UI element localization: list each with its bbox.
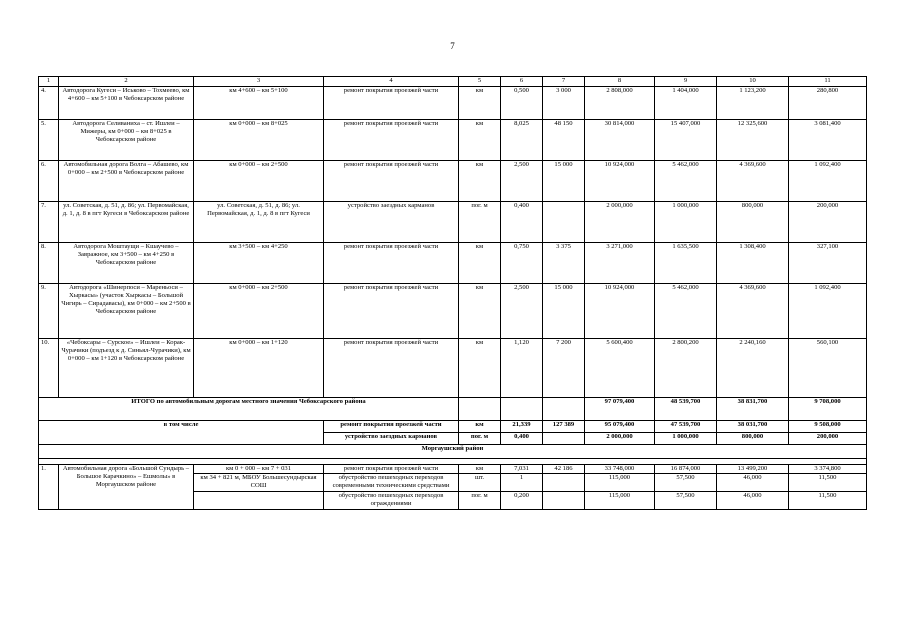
table-cell: 3 375 (543, 243, 585, 284)
table-cell: 2,500 (501, 161, 543, 202)
table-cell (543, 474, 585, 492)
table-cell: 1 (501, 474, 543, 492)
table-cell: 57,500 (655, 492, 717, 510)
table-cell: Автомобильная дорога Волга – Абашево, км 0+000 – км 2+500 в Чебоксарском районе (59, 161, 194, 202)
table-cell: ремонт покрытия проезжей части (324, 339, 459, 398)
table-cell: 15 407,000 (655, 120, 717, 161)
column-header: 3 (194, 77, 324, 87)
table-row (39, 202, 867, 243)
table-cell: 2 240,160 (717, 339, 789, 398)
table-cell: км 0+000 – км 2+500 (194, 161, 324, 202)
table-cell: 8. (39, 243, 59, 284)
table-cell: км 0 + 000 – км 7 + 031 (194, 465, 324, 474)
table-cell: 5 600,400 (585, 339, 655, 398)
table-cell: 21,339 (501, 421, 543, 433)
table-cell (543, 202, 585, 243)
column-header: 1 (39, 77, 59, 87)
table-cell: 800,000 (717, 433, 789, 445)
table-cell: ремонт покрытия проезжей части (324, 87, 459, 120)
table-cell: 0,400 (501, 433, 543, 445)
column-header: 9 (655, 77, 717, 87)
subtotal-label: в том числе (39, 421, 324, 445)
table-cell: обустройство пешеходных переходов современными техническими средствами (324, 474, 459, 492)
table-cell: 7. (39, 202, 59, 243)
table-row (39, 120, 867, 161)
table-cell: км (459, 339, 501, 398)
table-cell: км 0+000 – км 1+120 (194, 339, 324, 398)
section-header-row (39, 445, 867, 459)
table-cell (543, 433, 585, 445)
table-cell: 6. (39, 161, 59, 202)
table-cell: 30 814,000 (585, 120, 655, 161)
table-cell: 10. (39, 339, 59, 398)
table-cell (543, 398, 585, 421)
table-cell: 46,000 (717, 474, 789, 492)
table-cell: 2 000,000 (585, 202, 655, 243)
column-header: 2 (59, 77, 194, 87)
table-cell: 3 271,000 (585, 243, 655, 284)
table-cell: 9 708,000 (789, 398, 867, 421)
table-cell: 97 079,400 (585, 398, 655, 421)
table-cell: 16 874,000 (655, 465, 717, 474)
table-cell: 200,000 (789, 433, 867, 445)
table-cell: 4. (39, 87, 59, 120)
table-cell: Автодорога Кугеси – Иськово – Тохмеево, км 4+600 – км 5+100 в Чебоксарском районе (59, 87, 194, 120)
table-cell: 5 462,000 (655, 284, 717, 339)
table-cell: 2 808,000 (585, 87, 655, 120)
table-cell: км 0+000 – км 2+500 (194, 284, 324, 339)
table-cell: 1 092,400 (789, 284, 867, 339)
road-repair-table (38, 76, 867, 510)
table-header-row (39, 77, 867, 87)
table-cell: 560,100 (789, 339, 867, 398)
table-cell: 38 031,700 (717, 421, 789, 433)
table-cell: 127 389 (543, 421, 585, 433)
table-cell: 0,750 (501, 243, 543, 284)
table-cell: шт. (459, 474, 501, 492)
table-cell: ремонт покрытия проезжей части (324, 243, 459, 284)
table-cell: пог. м (459, 492, 501, 510)
table-cell: 38 831,700 (717, 398, 789, 421)
table-cell: устройство заездных карманов (324, 433, 459, 445)
table-cell: 0,400 (501, 202, 543, 243)
table-cell: 2 000,000 (585, 433, 655, 445)
table-cell: 280,800 (789, 87, 867, 120)
table-cell: 10 924,000 (585, 161, 655, 202)
table-row (39, 465, 867, 474)
subtotal-row (39, 421, 867, 433)
table-cell: 4 369,600 (717, 161, 789, 202)
table-cell: пог. м (459, 433, 501, 445)
table-cell: км 4+600 – км 5+100 (194, 87, 324, 120)
section-title: Моргаушский район (39, 445, 867, 459)
table-cell: км 34 + 821 м, МБОУ Большесундырская СОШ (194, 474, 324, 492)
table-cell: 9. (39, 284, 59, 339)
table-cell: 1,120 (501, 339, 543, 398)
column-header: 10 (717, 77, 789, 87)
table-cell: 0,200 (501, 492, 543, 510)
page-number: 7 (450, 41, 455, 51)
table-cell: 12 325,600 (717, 120, 789, 161)
column-header: 8 (585, 77, 655, 87)
table-cell: 5. (39, 120, 59, 161)
table-cell: 1 000,000 (655, 433, 717, 445)
table-cell: Автомобильная дорога «Большой Сундырь – Большое Карачкино» – Ешмолы» в Моргаушском районе (59, 465, 194, 510)
table-cell: ул. Советская, д. 51, д. 86; ул. Первомайская, д. 1, д. 8 в пгт Кугеси (194, 202, 324, 243)
total-row (39, 398, 867, 421)
table-cell: обустройство пешеходных переходов ограждениями (324, 492, 459, 510)
table-cell: Автодорога Моштаущи – Кшаучево – Завражное, км 3+500 – км 4+250 в Чебоксарском районе (59, 243, 194, 284)
table-cell: 48 539,700 (655, 398, 717, 421)
table-row (39, 339, 867, 398)
table-cell: 5 462,000 (655, 161, 717, 202)
table-cell: 4 369,600 (717, 284, 789, 339)
table-cell: 1 000,000 (655, 202, 717, 243)
table-row (39, 243, 867, 284)
total-label: ИТОГО по автомобильным дорогам местного значения Чебоксарского района (39, 398, 459, 421)
table-cell: устройство заездных карманов (324, 202, 459, 243)
table-cell: 327,100 (789, 243, 867, 284)
table-cell: 9 508,000 (789, 421, 867, 433)
table-cell: 42 186 (543, 465, 585, 474)
column-header: 11 (789, 77, 867, 87)
table-cell: 2,500 (501, 284, 543, 339)
table-cell: 11,500 (789, 492, 867, 510)
table-cell: 115,000 (585, 492, 655, 510)
table-cell: 3 374,800 (789, 465, 867, 474)
table-cell: км (459, 120, 501, 161)
table-row (39, 87, 867, 120)
table-cell: 0,500 (501, 87, 543, 120)
table-row (39, 284, 867, 339)
table-cell: 57,500 (655, 474, 717, 492)
table-cell: км (459, 87, 501, 120)
table-cell: 1 123,200 (717, 87, 789, 120)
table-cell: 8,025 (501, 120, 543, 161)
table-cell: км 3+500 – км 4+250 (194, 243, 324, 284)
table-cell: 800,000 (717, 202, 789, 243)
table-cell: км (459, 161, 501, 202)
table-cell: пог. м (459, 202, 501, 243)
table-cell: 47 539,700 (655, 421, 717, 433)
table-cell: 7,031 (501, 465, 543, 474)
table-cell: 2 800,200 (655, 339, 717, 398)
table-cell: 48 150 (543, 120, 585, 161)
table-cell: 1 635,500 (655, 243, 717, 284)
table-cell: км (459, 284, 501, 339)
table-cell: ремонт покрытия проезжей части (324, 161, 459, 202)
table-cell: ул. Советская, д. 51, д. 86; ул. Первомайская, д. 1, д. 8 в пгт Кугеси в Чебоксарском районе (59, 202, 194, 243)
table-cell: 200,000 (789, 202, 867, 243)
table-cell: Автодорога «Шинерпоси – Мареньоси – Хыркасы» (участок Хыркасы – Большой Чигирь – Сирадавасы), км 0+000 – км 2+500 в Чебоксарском районе (59, 284, 194, 339)
table-cell (459, 398, 501, 421)
table-cell: км (459, 465, 501, 474)
table-cell: 46,000 (717, 492, 789, 510)
table-cell: «Чебоксары – Сурское» – Ишлеи – Корак-Чурачики (подъезд к д. Синьял-Чурачики), км 0+000 – км 1+120 в Чебоксарском районе (59, 339, 194, 398)
table-cell: 115,000 (585, 474, 655, 492)
table-cell: ремонт покрытия проезжей части (324, 120, 459, 161)
table-cell: 15 000 (543, 161, 585, 202)
table-cell: 33 748,000 (585, 465, 655, 474)
table-cell: 13 499,200 (717, 465, 789, 474)
table-cell: 3 081,400 (789, 120, 867, 161)
table-cell: 10 924,000 (585, 284, 655, 339)
table-cell: км (459, 243, 501, 284)
column-header: 6 (501, 77, 543, 87)
table-cell: 95 079,400 (585, 421, 655, 433)
table-cell (501, 398, 543, 421)
table-cell: 1. (39, 465, 59, 510)
table-cell: 1 308,400 (717, 243, 789, 284)
table-cell: 7 200 (543, 339, 585, 398)
table-cell: ремонт покрытия проезжей части (324, 465, 459, 474)
column-header: 4 (324, 77, 459, 87)
table-cell (194, 492, 324, 510)
table-cell: 15 000 (543, 284, 585, 339)
table-cell: 11,500 (789, 474, 867, 492)
table-cell: 3 000 (543, 87, 585, 120)
table-cell: 1 404,000 (655, 87, 717, 120)
column-header: 5 (459, 77, 501, 87)
table-cell: км (459, 421, 501, 433)
table-cell: км 0+000 – км 8+025 (194, 120, 324, 161)
table-row (39, 161, 867, 202)
table-cell: 1 092,400 (789, 161, 867, 202)
table-cell: ремонт покрытия проезжей части (324, 421, 459, 433)
table-cell: Автодорога Селиваниха – ст. Ишлеи – Мижеры, км 0+000 – км 8+025 в Чебоксарском районе (59, 120, 194, 161)
table-cell (543, 492, 585, 510)
column-header: 7 (543, 77, 585, 87)
table-cell: ремонт покрытия проезжей части (324, 284, 459, 339)
